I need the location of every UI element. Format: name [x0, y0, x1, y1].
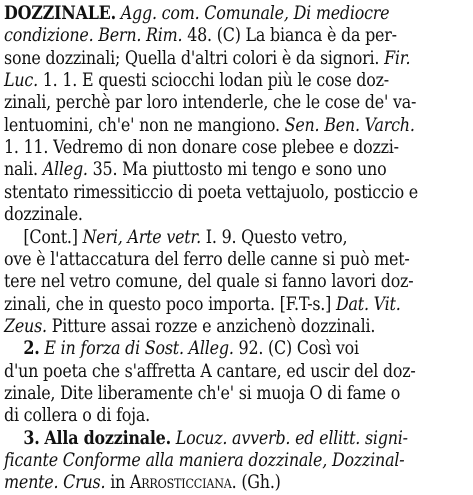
text-segment: 1. 11. Vedremo di non donare cose plebee e dozzi-: [4, 137, 399, 159]
text-line: [4, 382, 400, 406]
text-segment: Neri, Arte vetr.: [82, 226, 201, 248]
text-segment: lentuomini, ch'e' non ne mangiono.: [4, 114, 285, 136]
text-segment: Alla dozzinale.: [44, 427, 171, 449]
text-line: [4, 69, 389, 93]
text-segment: tere nel vetro comune, del quale si fanno lavori doz-: [4, 271, 414, 293]
text-segment: zinali, perchè par loro intenderle, che le cose de' va-: [4, 92, 417, 114]
text-line: [4, 114, 415, 138]
text-line: [4, 136, 399, 160]
text-line: [4, 337, 359, 361]
text-segment: condizione. Bern. Rim.: [4, 25, 183, 47]
text-segment: Arrosticciana: [129, 472, 232, 494]
text-line: [4, 24, 397, 48]
text-segment: ficante Conforme alla maniera dozzinale, Dozzinal-: [4, 450, 405, 471]
text-segment: Dat. Vit.: [335, 293, 401, 315]
text-segment: I. 9. Questo vetro,: [200, 226, 348, 248]
text-line: [4, 315, 375, 339]
text-segment: E in forza di Sost. Alleg.: [39, 338, 234, 360]
text-segment: stentato rimessiticcio di poeta vettajuolo, posticcio e: [4, 181, 418, 203]
text-segment: [4, 338, 23, 359]
text-segment: 48. (C) La bianca è da per-: [182, 25, 397, 47]
text-segment: d'un poeta che s'affretta A cantare, ed uscir del doz-: [4, 360, 416, 382]
text-line: [4, 360, 416, 384]
text-segment: Sen. Ben. Varch.: [284, 114, 415, 136]
dictionary-entry: [4, 2, 469, 494]
text-line: [4, 158, 386, 182]
text-segment: mente. Crus.: [4, 472, 106, 494]
text-segment: nali.: [4, 159, 43, 181]
text-line: [4, 270, 413, 294]
text-segment: in: [105, 472, 130, 494]
text-segment: ove è l'attaccatura del ferro delle canne si può met-: [4, 248, 410, 270]
text-segment: zinali, che in questo poco importa. [F.T-s.]: [4, 293, 336, 315]
text-line: [4, 203, 83, 227]
text-segment: sone dozzinali; Quella d'altri colori è da signori.: [4, 47, 385, 69]
text-segment: [4, 428, 23, 449]
text-line: [4, 47, 410, 71]
text-segment: Fir.: [384, 47, 411, 69]
text-segment: zinale, Dite liberamente ch'e' si muoja O di fame o: [4, 382, 401, 404]
text-segment: Locuz. avverb. ed ellitt. signi-: [170, 427, 408, 449]
text-segment: Zeus.: [4, 315, 47, 337]
text-segment: Agg. com. Comunale, Di mediocre: [115, 3, 390, 24]
text-line: [4, 181, 418, 205]
text-segment: DOZZINALE.: [4, 3, 116, 24]
text-segment: Luc.: [4, 70, 38, 92]
text-segment: Pitture assai rozze e anzichenò dozzinali.: [46, 315, 376, 337]
text-line: [4, 293, 401, 317]
text-segment: 92. (C) Così voi: [233, 338, 359, 360]
text-segment: 35. Ma piuttosto mi tengo e sono uno: [87, 159, 387, 181]
text-segment: Alleg.: [42, 159, 88, 181]
text-line: [4, 471, 281, 495]
text-line: [4, 226, 347, 250]
text-line: [4, 248, 410, 272]
text-segment: [Cont.]: [4, 226, 83, 248]
text-segment: 2.: [23, 338, 40, 360]
text-segment: 1. 1. E questi sciocchi lodan più le cose doz-: [37, 70, 389, 92]
text-segment: . (Gh.): [231, 472, 281, 494]
text-line: [4, 404, 150, 428]
text-segment: di collera o di foja.: [4, 405, 150, 427]
text-line: [4, 2, 389, 26]
text-line: [4, 449, 404, 473]
text-line: [4, 91, 416, 115]
text-segment: dozzinale.: [4, 204, 83, 226]
text-line: [4, 427, 408, 451]
text-segment: 3.: [23, 427, 40, 449]
